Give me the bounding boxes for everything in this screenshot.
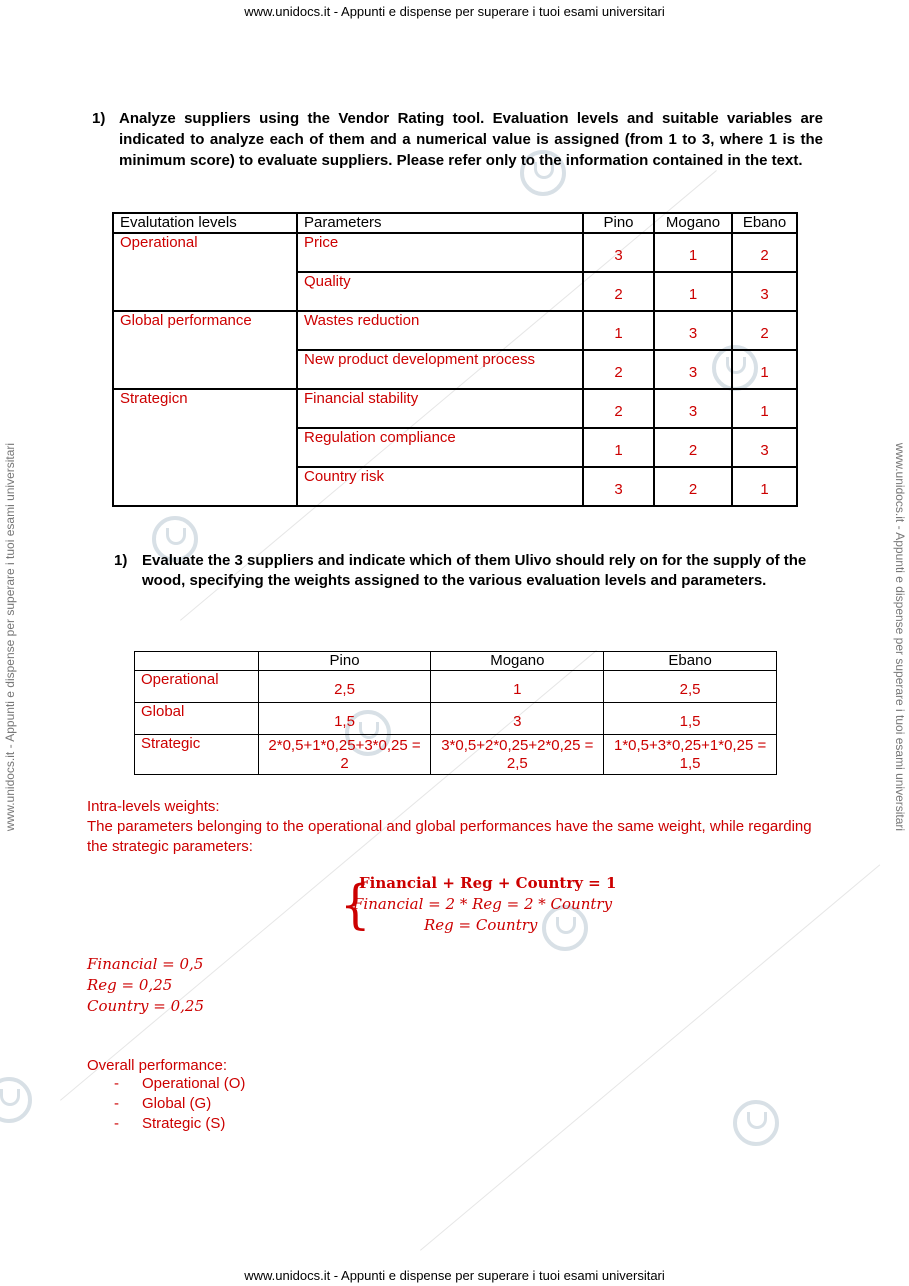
result-line: Country = 0,25	[87, 997, 205, 1015]
header-cell: Evalutation levels	[113, 213, 297, 233]
performance-table	[134, 651, 777, 775]
score-cell: 1	[583, 311, 654, 350]
value-cell: 2,5	[604, 671, 777, 703]
header-cell: Pino	[258, 652, 431, 671]
score-cell: 3	[583, 467, 654, 506]
value-cell: 2*0,5+1*0,25+3*0,25 = 2	[258, 735, 431, 775]
parameter-cell: Price	[297, 233, 583, 272]
value-cell: 2,5	[258, 671, 431, 703]
system-brace: {	[340, 874, 371, 936]
score-cell: 2	[583, 350, 654, 389]
score-cell: 1	[732, 389, 797, 428]
score-cell: 3	[654, 350, 732, 389]
question-text: Evaluate the 3 suppliers and indicate which of them Ulivo should rely on for the supply of the wood, specifying the weights assigned to the various evaluation levels and parameters.	[142, 552, 807, 589]
score-cell: 2	[654, 467, 732, 506]
score-cell: 3	[654, 311, 732, 350]
header-cell	[135, 652, 259, 671]
row-label: Operational	[135, 671, 259, 703]
equation-line: Financial + Reg + Country = 1	[359, 874, 617, 892]
watermark-logo-icon	[0, 1077, 32, 1123]
footer-watermark: www.unidocs.it - Appunti e dispense per superare i tuoi esami universitari	[244, 1268, 665, 1283]
parameter-cell: Wastes reduction	[297, 311, 583, 350]
score-cell: 1	[732, 350, 797, 389]
side-watermark-right: www.unidocs.it - Appunti e dispense per superare i tuoi esami universitari	[893, 442, 907, 832]
value-cell: 1	[431, 671, 604, 703]
header-watermark: www.unidocs.it - Appunti e dispense per superare i tuoi esami universitari	[244, 4, 665, 19]
row-label: Strategic	[135, 735, 259, 775]
equation-line: Reg = Country	[424, 916, 538, 934]
list-bullet: -	[114, 1095, 119, 1112]
overall-title: Overall performance:	[87, 1057, 228, 1074]
header-cell: Parameters	[297, 213, 583, 233]
header-cell: Pino	[583, 213, 654, 233]
header-cell: Mogano	[654, 213, 732, 233]
weights-title: Intra-levels weights:	[87, 798, 220, 815]
weights-text: The parameters belonging to the operational and global performances have the same weight, while regarding the strategic parameters:	[87, 818, 812, 855]
list-bullet: -	[114, 1075, 119, 1092]
score-cell: 2	[654, 428, 732, 467]
watermark-logo-icon	[733, 1100, 779, 1146]
value-cell: 1,5	[258, 703, 431, 735]
score-cell: 2	[583, 272, 654, 311]
header-cell: Mogano	[431, 652, 604, 671]
list-item: Global (G)	[142, 1095, 212, 1112]
value-cell: 1*0,5+3*0,25+1*0,25 = 1,5	[604, 735, 777, 775]
header-cell: Ebano	[732, 213, 797, 233]
vendor-rating-table	[112, 212, 798, 507]
parameter-cell: Financial stability	[297, 389, 583, 428]
score-cell: 1	[654, 233, 732, 272]
list-bullet: -	[114, 1115, 119, 1132]
side-watermark-left: www.unidocs.it - Appunti e dispense per superare i tuoi esami universitari	[3, 442, 17, 832]
value-cell: 3	[431, 703, 604, 735]
result-line: Reg = 0,25	[87, 976, 173, 994]
score-cell: 2	[732, 311, 797, 350]
question-number: 1)	[92, 110, 106, 127]
parameter-cell: Country risk	[297, 467, 583, 506]
parameter-cell: New product development process	[297, 350, 583, 389]
level-cell: Operational	[113, 233, 297, 311]
header-cell: Ebano	[604, 652, 777, 671]
score-cell: 3	[654, 389, 732, 428]
parameter-cell: Regulation compliance	[297, 428, 583, 467]
question-text: Analyze suppliers using the Vendor Rating tool. Evaluation levels and suitable variables are indicated to analyze each of them and a numerical value is assigned (from 1 to 3, where 1 is the minimum score) to evaluate suppliers. Please refer only to the information contained in the text.	[119, 110, 823, 169]
score-cell: 1	[654, 272, 732, 311]
value-cell: 3*0,5+2*0,25+2*0,25 = 2,5	[431, 735, 604, 775]
question-number: 1)	[114, 552, 128, 569]
result-line: Financial = 0,5	[87, 955, 204, 973]
row-label: Global	[135, 703, 259, 735]
score-cell: 2	[583, 389, 654, 428]
level-cell: Strategicn	[113, 389, 297, 506]
score-cell: 1	[732, 467, 797, 506]
question-2	[114, 551, 818, 591]
score-cell: 2	[732, 233, 797, 272]
question-1	[92, 108, 823, 171]
score-cell: 1	[583, 428, 654, 467]
parameter-cell: Quality	[297, 272, 583, 311]
score-cell: 3	[732, 428, 797, 467]
score-cell: 3	[732, 272, 797, 311]
value-cell: 1,5	[604, 703, 777, 735]
level-cell: Global performance	[113, 311, 297, 389]
list-item: Operational (O)	[142, 1075, 246, 1092]
equation-line: Financial = 2 * Reg = 2 * Country	[353, 895, 613, 913]
list-item: Strategic (S)	[142, 1115, 226, 1132]
score-cell: 3	[583, 233, 654, 272]
